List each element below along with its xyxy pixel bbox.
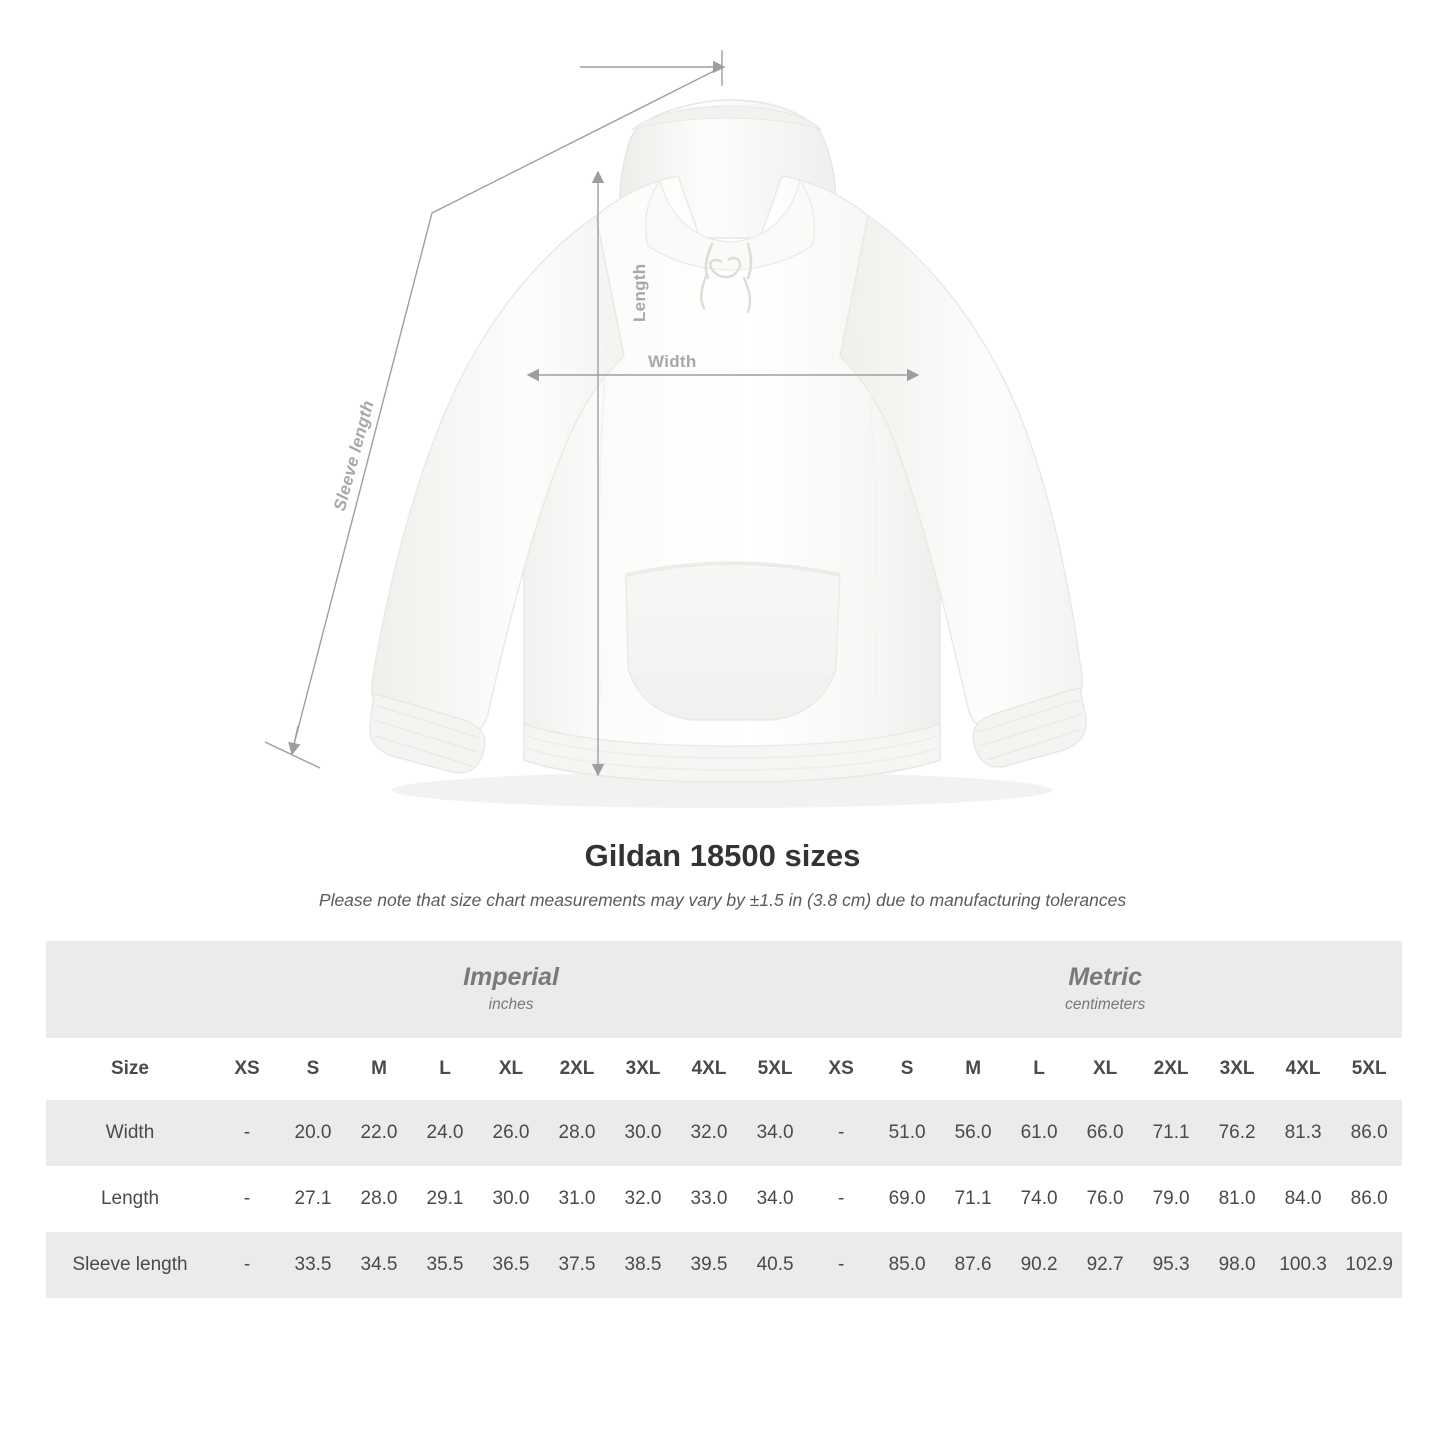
cell-sleeve-met-2xl: 95.3 <box>1138 1232 1204 1298</box>
cell-length-imp-s: 27.1 <box>280 1166 346 1232</box>
table-row <box>46 1100 1402 1166</box>
col-header-imp-2xl: 2XL <box>544 1038 610 1100</box>
cell-sleeve-imp-xs: - <box>214 1232 280 1298</box>
cell-width-met-xs: - <box>808 1100 874 1166</box>
cell-width-imp-3xl: 30.0 <box>610 1100 676 1166</box>
col-header-met-3xl: 3XL <box>1204 1038 1270 1100</box>
size-chart-table <box>46 941 1402 1298</box>
tolerance-note: Please note that size chart measurements may vary by ±1.5 in (3.8 cm) due to manufacturing tolerances <box>318 890 1127 910</box>
cell-sleeve-met-3xl: 98.0 <box>1204 1232 1270 1298</box>
unit-row-spacer <box>46 941 214 1038</box>
cell-length-met-3xl: 81.0 <box>1204 1166 1270 1232</box>
row-label-sleeve-length: Sleeve length <box>46 1232 214 1298</box>
cell-width-imp-xl: 26.0 <box>478 1100 544 1166</box>
cell-sleeve-imp-4xl: 39.5 <box>676 1232 742 1298</box>
row-label-length: Length <box>46 1166 214 1232</box>
cell-width-met-s: 51.0 <box>874 1100 940 1166</box>
cell-sleeve-met-l: 90.2 <box>1006 1232 1072 1298</box>
size-header-row <box>46 1038 1402 1100</box>
cell-sleeve-met-xs: - <box>808 1232 874 1298</box>
imperial-sub: inches <box>488 995 534 1013</box>
cell-sleeve-imp-l: 35.5 <box>412 1232 478 1298</box>
cell-width-imp-2xl: 28.0 <box>544 1100 610 1166</box>
table-row <box>46 1232 1402 1298</box>
unit-header-row <box>46 941 1402 1038</box>
cell-sleeve-met-m: 87.6 <box>940 1232 1006 1298</box>
cell-sleeve-imp-2xl: 37.5 <box>544 1232 610 1298</box>
sleeve-length-label: Sleeve length <box>330 398 378 513</box>
cell-length-met-l: 74.0 <box>1006 1166 1072 1232</box>
cell-length-imp-5xl: 34.0 <box>742 1166 808 1232</box>
metric-group-header <box>808 941 1402 1038</box>
table-row <box>46 1166 1402 1232</box>
col-header-imp-m: M <box>346 1038 412 1100</box>
cell-sleeve-imp-s: 33.5 <box>280 1232 346 1298</box>
title-block <box>0 838 1445 911</box>
cell-width-imp-4xl: 32.0 <box>676 1100 742 1166</box>
cell-length-met-5xl: 86.0 <box>1336 1166 1402 1232</box>
cell-width-met-5xl: 86.0 <box>1336 1100 1402 1166</box>
cell-length-met-xs: - <box>808 1166 874 1232</box>
cell-sleeve-imp-xl: 36.5 <box>478 1232 544 1298</box>
metric-name: Metric <box>1068 963 1142 991</box>
cell-width-imp-l: 24.0 <box>412 1100 478 1166</box>
col-header-imp-s: S <box>280 1038 346 1100</box>
sleeve-end-tick <box>265 742 320 768</box>
col-header-imp-4xl: 4XL <box>676 1038 742 1100</box>
cell-sleeve-imp-3xl: 38.5 <box>610 1232 676 1298</box>
col-header-met-s: S <box>874 1038 940 1100</box>
col-header-imp-5xl: 5XL <box>742 1038 808 1100</box>
col-header-imp-3xl: 3XL <box>610 1038 676 1100</box>
col-header-met-5xl: 5XL <box>1336 1038 1402 1100</box>
col-header-met-2xl: 2XL <box>1138 1038 1204 1100</box>
metric-sub: centimeters <box>1065 995 1146 1013</box>
cell-length-met-xl: 76.0 <box>1072 1166 1138 1232</box>
col-header-met-m: M <box>940 1038 1006 1100</box>
col-header-met-4xl: 4XL <box>1270 1038 1336 1100</box>
cell-width-met-4xl: 81.3 <box>1270 1100 1336 1166</box>
col-header-imp-xs: XS <box>214 1038 280 1100</box>
cell-length-met-4xl: 84.0 <box>1270 1166 1336 1232</box>
size-chart-table-wrap <box>46 941 1399 1298</box>
cell-length-met-2xl: 79.0 <box>1138 1166 1204 1232</box>
cell-length-imp-xl: 30.0 <box>478 1166 544 1232</box>
cell-length-imp-l: 29.1 <box>412 1166 478 1232</box>
cell-width-met-m: 56.0 <box>940 1100 1006 1166</box>
cell-width-imp-s: 20.0 <box>280 1100 346 1166</box>
cell-length-met-s: 69.0 <box>874 1166 940 1232</box>
cell-length-met-m: 71.1 <box>940 1166 1006 1232</box>
col-header-imp-l: L <box>412 1038 478 1100</box>
cell-width-imp-m: 22.0 <box>346 1100 412 1166</box>
cell-sleeve-met-4xl: 100.3 <box>1270 1232 1336 1298</box>
cell-width-imp-5xl: 34.0 <box>742 1100 808 1166</box>
imperial-group-header <box>214 941 808 1038</box>
col-header-met-xs: XS <box>808 1038 874 1100</box>
cell-length-imp-2xl: 31.0 <box>544 1166 610 1232</box>
cell-width-met-2xl: 71.1 <box>1138 1100 1204 1166</box>
length-label: Length <box>630 263 649 322</box>
cell-width-met-3xl: 76.2 <box>1204 1100 1270 1166</box>
cell-length-imp-3xl: 32.0 <box>610 1166 676 1232</box>
cell-sleeve-imp-m: 34.5 <box>346 1232 412 1298</box>
row-label-width: Width <box>46 1100 214 1166</box>
cell-sleeve-imp-5xl: 40.5 <box>742 1232 808 1298</box>
sleeve-bottom-arrow <box>292 726 298 754</box>
cell-length-imp-m: 28.0 <box>346 1166 412 1232</box>
page-title: Gildan 18500 sizes <box>584 838 861 873</box>
size-header-label: Size <box>46 1038 214 1100</box>
imperial-name: Imperial <box>463 963 559 991</box>
cell-sleeve-met-5xl: 102.9 <box>1336 1232 1402 1298</box>
col-header-imp-xl: XL <box>478 1038 544 1100</box>
col-header-met-xl: XL <box>1072 1038 1138 1100</box>
cell-sleeve-met-s: 85.0 <box>874 1232 940 1298</box>
cell-sleeve-met-xl: 92.7 <box>1072 1232 1138 1298</box>
col-header-met-l: L <box>1006 1038 1072 1100</box>
cell-width-met-l: 61.0 <box>1006 1100 1072 1166</box>
hoodie-graphic <box>370 100 1087 808</box>
cell-width-met-xl: 66.0 <box>1072 1100 1138 1166</box>
cell-length-imp-xs: - <box>214 1166 280 1232</box>
width-label: Width <box>648 352 697 371</box>
cell-width-imp-xs: - <box>214 1100 280 1166</box>
cell-length-imp-4xl: 33.0 <box>676 1166 742 1232</box>
